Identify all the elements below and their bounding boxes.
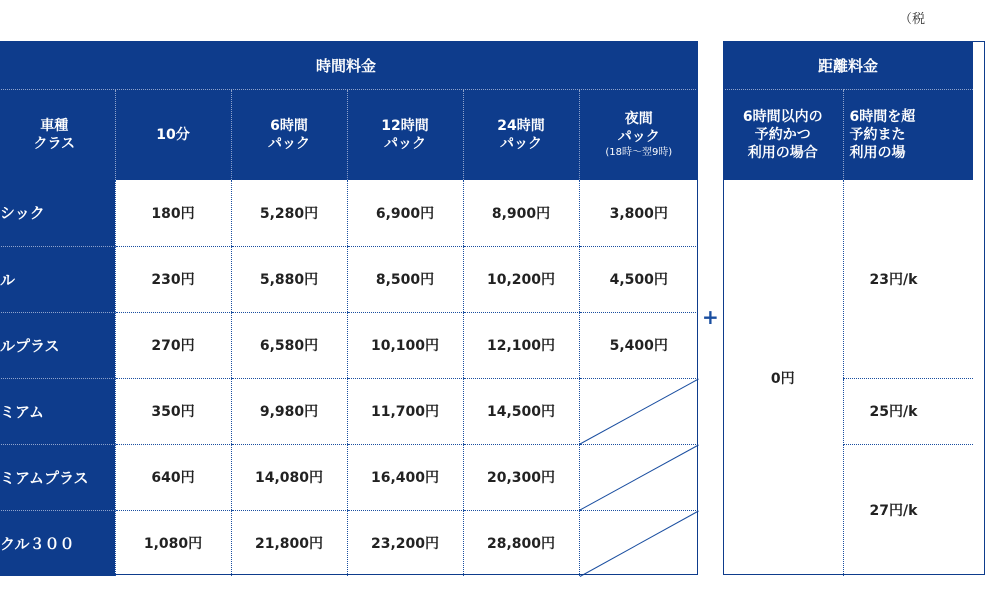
price-cell: 640円 (115, 444, 231, 510)
col-header-class: 車種 クラス (0, 90, 115, 181)
col-header-within-6h: 6時間以内の 予約かつ 利用の場合 (723, 90, 843, 181)
diagonal-slash-icon (580, 445, 699, 510)
not-applicable-cell (579, 510, 698, 576)
not-applicable-cell (579, 444, 698, 510)
price-cell: 1,080円 (115, 510, 231, 576)
price-cell: 10,100円 (347, 312, 463, 378)
price-cell: 14,500円 (463, 378, 579, 444)
price-cell: 5,400円 (579, 312, 698, 378)
price-cell: 21,800円 (231, 510, 347, 576)
col-header-12h-pack: 12時間 パック (347, 90, 463, 181)
diagonal-slash-icon (580, 511, 699, 577)
price-cell: 20,300円 (463, 444, 579, 510)
time-price-title: 時間料金 (0, 41, 698, 90)
row-label: シック (0, 180, 115, 246)
table-row (0, 180, 698, 246)
table-row (0, 444, 698, 510)
price-cell: 8,900円 (463, 180, 579, 246)
tax-note: （税 (898, 12, 925, 27)
over-6h-rate: 27円/k (843, 444, 973, 576)
price-cell: 8,500円 (347, 246, 463, 312)
col-header-over-6h: 6時間を超 予約また 利用の場 (843, 90, 973, 181)
col-header-24h-pack: 24時間 パック (463, 90, 579, 181)
row-label: ル (0, 246, 115, 312)
price-cell: 10,200円 (463, 246, 579, 312)
over-6h-rate: 23円/k (843, 180, 973, 378)
price-cell: 270円 (115, 312, 231, 378)
not-applicable-cell (579, 378, 698, 444)
price-cell: 16,400円 (347, 444, 463, 510)
distance-price-title: 距離料金 (723, 41, 973, 90)
row-label: ルプラス (0, 312, 115, 378)
table-row (0, 510, 698, 576)
distance-price-table (723, 41, 973, 576)
diagonal-slash-icon (580, 379, 699, 444)
price-cell: 5,280円 (231, 180, 347, 246)
price-cell: 6,900円 (347, 180, 463, 246)
time-price-table (0, 41, 698, 576)
table-row (0, 378, 698, 444)
price-cell: 11,700円 (347, 378, 463, 444)
price-cell: 14,080円 (231, 444, 347, 510)
price-cell: 28,800円 (463, 510, 579, 576)
col-header-6h-pack: 6時間 パック (231, 90, 347, 181)
col-header-10min: 10分 (115, 90, 231, 181)
col-header-night-pack: 夜間 パック (18時～翌9時) (579, 90, 698, 181)
row-label: ミアム (0, 378, 115, 444)
price-cell: 6,580円 (231, 312, 347, 378)
price-cell: 9,980円 (231, 378, 347, 444)
row-label: ミアムプラス (0, 444, 115, 510)
price-cell: 3,800円 (579, 180, 698, 246)
price-cell: 5,880円 (231, 246, 347, 312)
over-6h-rate: 25円/k (843, 378, 973, 444)
price-cell: 230円 (115, 246, 231, 312)
price-cell: 180円 (115, 180, 231, 246)
plus-sign: + (702, 305, 719, 329)
table-row (0, 312, 698, 378)
price-cell: 350円 (115, 378, 231, 444)
row-label: クル３００ (0, 510, 115, 576)
table-row (0, 246, 698, 312)
price-cell: 4,500円 (579, 246, 698, 312)
price-cell: 12,100円 (463, 312, 579, 378)
price-cell: 23,200円 (347, 510, 463, 576)
within-6h-rate: 0円 (723, 180, 843, 576)
